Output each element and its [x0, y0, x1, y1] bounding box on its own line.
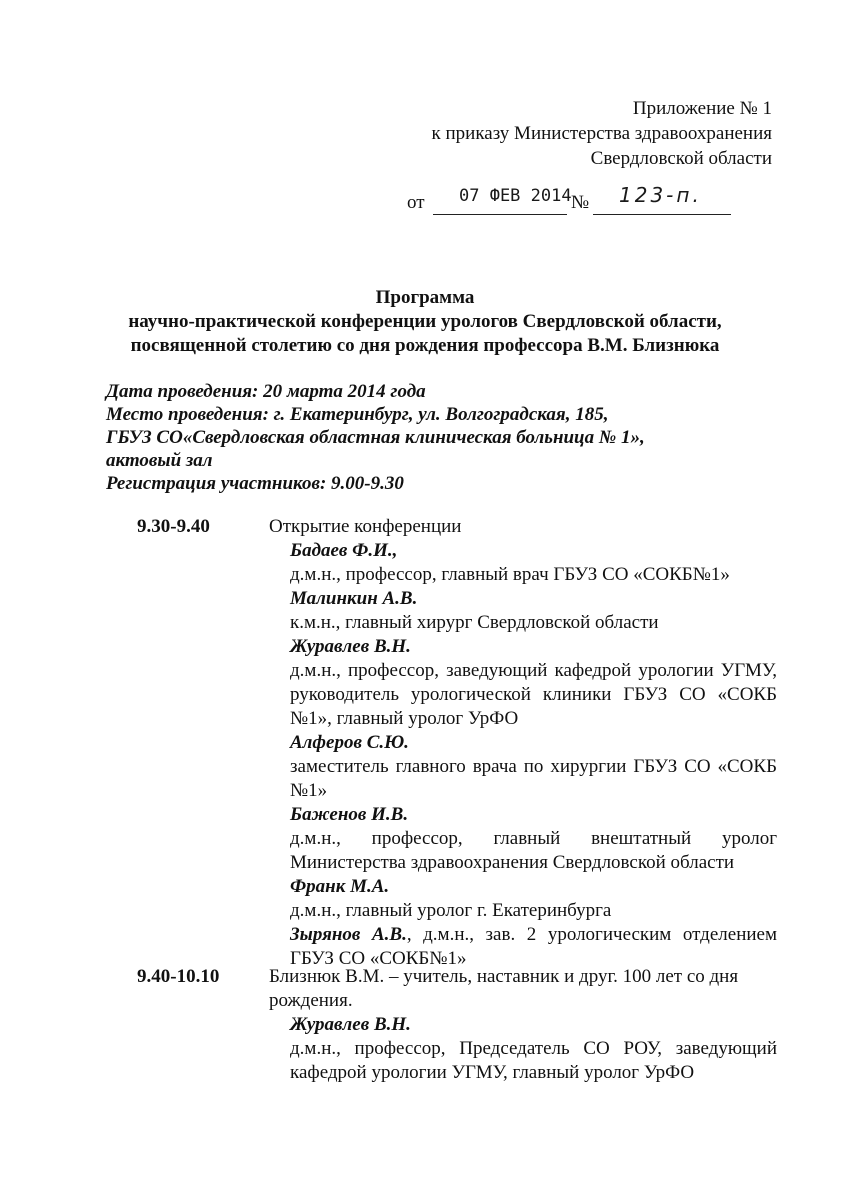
session-time: 9.40-10.10	[137, 966, 220, 987]
order-number-handwritten: 123-п.	[619, 183, 702, 207]
session-speakers	[290, 1013, 777, 1085]
appendix-line-3: Свердловской области	[590, 148, 772, 169]
speaker-description: , д.м.н., зав. 2 урологическим отделением ГБУЗ СО «СОКБ№1»	[290, 924, 777, 969]
speaker-entry-inline	[290, 923, 777, 971]
speaker-name: Баженов И.В.	[290, 804, 409, 825]
speaker-name: Франк М.А.	[290, 876, 390, 897]
title-line-3: посвященной столетию со дня рождения профессора В.М. Близнюка	[130, 335, 720, 356]
speaker-name: Зырянов А.В.	[290, 924, 407, 945]
speaker-description: д.м.н., профессор, Председатель СО РОУ, заведующий кафедрой урологии УГМУ, главный уролог УрФО	[290, 1038, 777, 1083]
order-date-stamp: 07 ФЕВ 2014	[459, 186, 572, 206]
speaker-description: к.м.н., главный хирург Свердловской области	[290, 612, 659, 633]
speaker-description: д.м.н., профессор, главный врач ГБУЗ СО «СОКБ№1»	[290, 564, 730, 585]
appendix-line-1: Приложение № 1	[632, 98, 772, 119]
speaker-name: Журавлев В.Н.	[290, 1014, 411, 1035]
speaker-description: заместитель главного врача по хирургии ГБУЗ СО «СОКБ №1»	[290, 756, 777, 801]
session-time: 9.30-9.40	[137, 516, 210, 537]
title-line-1: Программа	[375, 287, 475, 308]
speaker-name: Бадаев Ф.И.,	[290, 540, 398, 561]
session-topic: Открытие конференции	[269, 516, 462, 537]
speaker-name: Малинкин А.В.	[290, 588, 418, 609]
speaker-description: д.м.н., профессор, главный внештатный уролог Министерства здравоохранения Свердловской области	[290, 828, 777, 873]
appendix-line-2: к приказу Министерства здравоохранения	[431, 123, 772, 144]
event-registration: Регистрация участников: 9.00-9.30	[106, 473, 404, 494]
order-number-label: №	[571, 192, 590, 213]
session-topic: Близнюк В.М. – учитель, наставник и друг. 100 лет со дня рождения.	[269, 966, 739, 1011]
event-institution: ГБУЗ СО«Свердловская областная клиническая больница № 1»,	[106, 427, 645, 448]
order-line	[407, 183, 747, 216]
event-date: Дата проведения: 20 марта 2014 года	[106, 381, 426, 402]
program-title	[0, 286, 850, 358]
speaker-name: Журавлев В.Н.	[290, 636, 411, 657]
speaker-description: д.м.н., профессор, заведующий кафедрой урологии УГМУ, руководитель урологической клиники ГБУЗ СО «СОКБ №1», главный уролог УрФО	[290, 660, 777, 729]
speaker-description: д.м.н., главный уролог г. Екатеринбурга	[290, 900, 612, 921]
event-info	[106, 380, 645, 495]
order-from-label: от	[407, 192, 425, 213]
appendix-header	[432, 96, 773, 171]
session-speakers	[290, 539, 777, 971]
title-line-2: научно-практической конференции урологов Свердловской области,	[128, 311, 722, 332]
event-place: Место проведения: г. Екатеринбург, ул. Волгоградская, 185,	[106, 404, 609, 425]
speaker-name: Алферов С.Ю.	[290, 732, 409, 753]
event-hall: актовый зал	[106, 450, 213, 471]
